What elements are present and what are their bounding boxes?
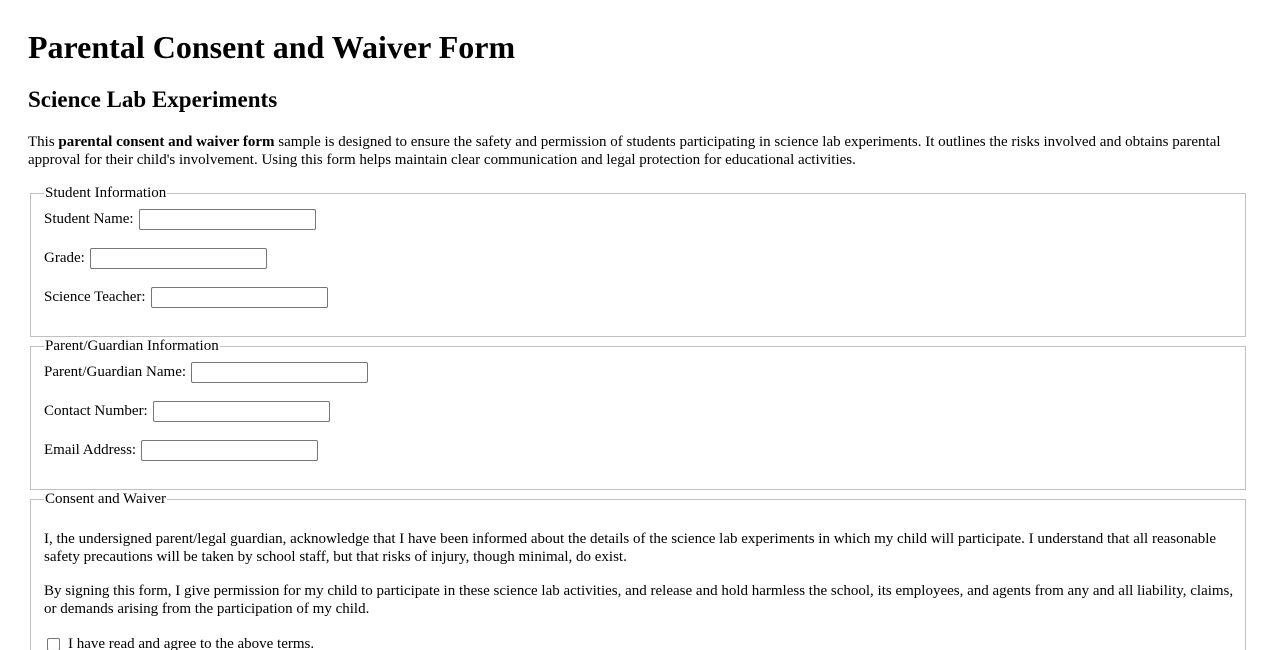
parent-guardian-name-label: Parent/Guardian Name:: [44, 364, 187, 380]
contact-number-row: [44, 401, 330, 422]
consent-paragraph-acknowledgement: I, the undersigned parent/legal guardian, acknowledge that I have been informed about the details of the science lab experiments in which my child will participate. I understand that all reasonable safety precautions will be taken by school staff, but that risks of injury, though minimal, do exist.: [44, 531, 1217, 565]
grade-label: Grade:: [44, 250, 85, 266]
email-address-input[interactable]: [141, 440, 318, 461]
student-information-section: [30, 185, 1246, 337]
intro-prefix: This: [28, 134, 59, 150]
science-teacher-input[interactable]: [151, 287, 328, 308]
science-teacher-row: [44, 287, 328, 308]
email-address-row: [44, 440, 318, 461]
email-address-label: Email Address:: [44, 442, 137, 458]
contact-number-input[interactable]: [153, 401, 330, 422]
intro-bold-text: parental consent and waiver form: [58, 134, 275, 150]
agree-terms-row[interactable]: [47, 635, 314, 650]
parent-guardian-name-row: [44, 362, 368, 383]
agree-terms-checkbox[interactable]: [47, 638, 60, 650]
parent-guardian-information-legend: Parent/Guardian Information: [45, 338, 219, 354]
consent-and-waiver-section: [30, 491, 1246, 650]
grade-row: [44, 248, 267, 269]
intro-suffix: sample is designed to ensure the safety and permission of students participating in science lab experiments. It outlines the risks involved and obtains parental approval for their child's involvement. Using this form helps maintain clear communication and legal protection for educational activities.: [28, 134, 1221, 168]
student-name-row: [44, 209, 316, 230]
science-teacher-label: Science Teacher:: [44, 289, 146, 305]
grade-input[interactable]: [90, 248, 267, 269]
contact-number-label: Contact Number:: [44, 403, 148, 419]
consent-paragraph-release: By signing this form, I give permission for my child to participate in these science lab activities, and release and hold harmless the school, its employees, and agents from any and all liability, claims, or demands arising from the participation of my child.: [44, 583, 1234, 617]
intro-paragraph: [28, 133, 1248, 169]
page-title: Parental Consent and Waiver Form: [28, 29, 516, 65]
page-subtitle: Science Lab Experiments: [28, 87, 278, 112]
consent-and-waiver-legend: Consent and Waiver: [45, 491, 166, 507]
agree-terms-label: I have read and agree to the above terms.: [68, 636, 315, 650]
student-name-label: Student Name:: [44, 211, 134, 227]
student-name-input[interactable]: [139, 209, 316, 230]
parent-guardian-information-section: [30, 338, 1246, 490]
student-information-legend: Student Information: [45, 185, 167, 201]
parent-guardian-name-input[interactable]: [191, 362, 368, 383]
